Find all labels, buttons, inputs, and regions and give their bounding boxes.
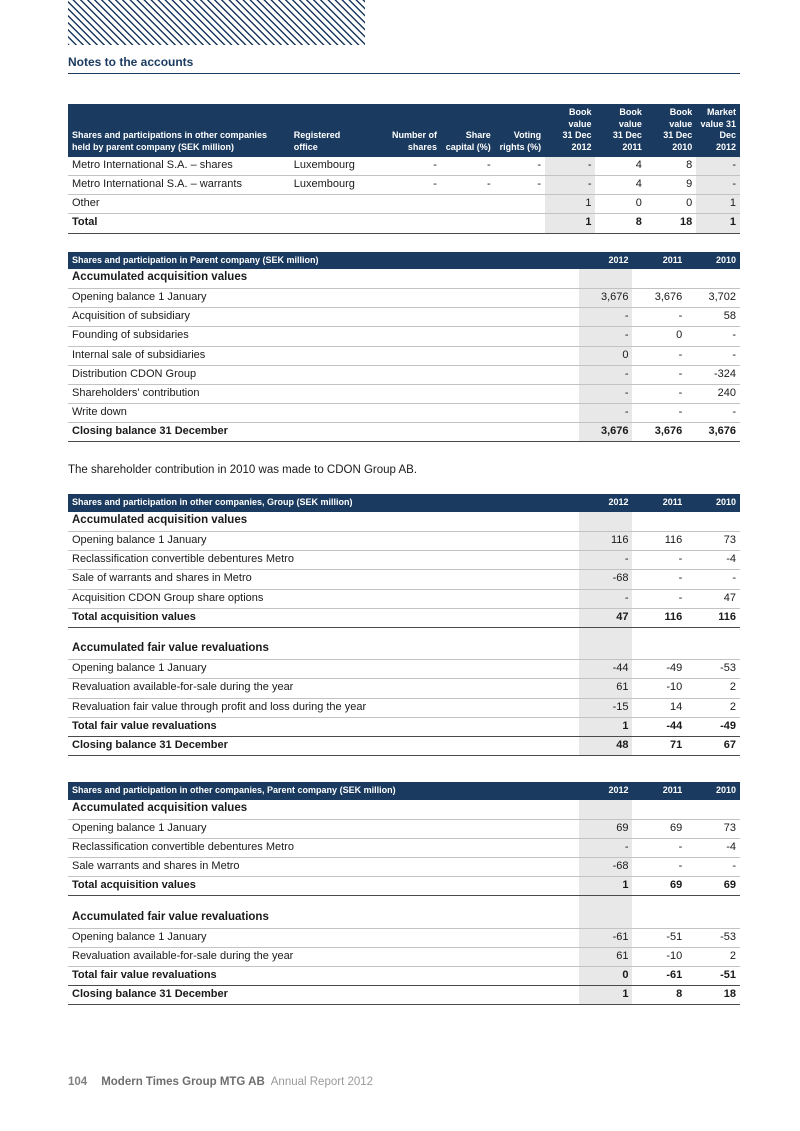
value-cell: 58: [686, 308, 740, 327]
row-label-cell: Opening balance 1 January: [68, 531, 579, 550]
value-cell: -: [632, 404, 686, 423]
value-cell: 9: [646, 175, 696, 194]
value-cell: -324: [686, 365, 740, 384]
value-cell: -10: [632, 947, 686, 966]
value-cell: 2: [686, 698, 740, 717]
value-cell: -68: [579, 570, 633, 589]
table-row: [68, 589, 740, 608]
value-cell: 4: [595, 175, 645, 194]
value-cell: [579, 800, 633, 819]
row-label-cell: Closing balance 31 December: [68, 986, 579, 1005]
value-cell: 69: [579, 819, 633, 838]
value-cell: 3,676: [632, 423, 686, 442]
value-cell: -: [696, 175, 740, 194]
value-cell: 18: [686, 986, 740, 1005]
row-label-cell: Shareholders' contribution: [68, 384, 579, 403]
value-cell: -51: [686, 967, 740, 986]
section-title-block: [68, 55, 740, 74]
section-header-row: [68, 640, 740, 659]
value-cell: -: [579, 384, 633, 403]
value-cell: 240: [686, 384, 740, 403]
row-label-cell: Accumulated acquisition values: [68, 800, 579, 819]
value-cell: -49: [686, 717, 740, 736]
table-row: [68, 327, 740, 346]
row-label-cell: Founding of subsidaries: [68, 327, 579, 346]
value-cell: 73: [686, 819, 740, 838]
footer-company-name: Modern Times Group MTG AB: [101, 1076, 265, 1088]
value-cell: -: [441, 157, 495, 176]
value-cell: Luxembourg: [290, 175, 384, 194]
value-cell: -61: [632, 967, 686, 986]
table-row: [68, 679, 740, 698]
value-cell: 2: [686, 679, 740, 698]
value-cell: -4: [686, 838, 740, 857]
table-row: [68, 551, 740, 570]
value-cell: -: [545, 157, 595, 176]
value-cell: -: [495, 175, 545, 194]
value-cell: [579, 627, 633, 640]
table-row: [68, 947, 740, 966]
value-cell: 3,676: [632, 288, 686, 307]
value-cell: [686, 896, 740, 909]
value-cell: 116: [632, 531, 686, 550]
value-cell: [290, 195, 384, 214]
row-label-cell: Write down: [68, 404, 579, 423]
value-cell: -: [632, 365, 686, 384]
row-label-cell: Closing balance 31 December: [68, 423, 579, 442]
value-cell: 47: [579, 608, 633, 627]
value-cell: 3,676: [686, 423, 740, 442]
value-cell: [686, 800, 740, 819]
row-label-cell: Acquisition of subsidiary: [68, 308, 579, 327]
table-row: [68, 195, 740, 214]
value-cell: -: [696, 157, 740, 176]
row-label-cell: Accumulated fair value revaluations: [68, 909, 579, 928]
column-header: Registered office: [290, 104, 384, 157]
total-row: [68, 877, 740, 896]
column-header: 2010: [686, 782, 740, 800]
table-header-row: [68, 494, 740, 512]
value-cell: -68: [579, 858, 633, 877]
table-row: [68, 819, 740, 838]
row-label-cell: Total: [68, 214, 290, 233]
value-cell: -: [579, 327, 633, 346]
row-label-cell: Internal sale of subsidiaries: [68, 346, 579, 365]
section-header-row: [68, 512, 740, 531]
value-cell: 69: [632, 877, 686, 896]
value-cell: -: [579, 838, 633, 857]
value-cell: -: [579, 404, 633, 423]
row-label-cell: Opening balance 1 January: [68, 660, 579, 679]
value-cell: [632, 512, 686, 531]
value-cell: -: [632, 570, 686, 589]
column-header: 2011: [632, 252, 686, 270]
total-row: [68, 717, 740, 736]
table-row: [68, 308, 740, 327]
row-label-cell: [68, 627, 579, 640]
table-row: [68, 175, 740, 194]
spacer-row: [68, 896, 740, 909]
value-cell: [579, 909, 633, 928]
value-cell: [579, 640, 633, 659]
value-cell: -10: [632, 679, 686, 698]
value-cell: 47: [686, 589, 740, 608]
value-cell: 1: [696, 214, 740, 233]
value-cell: -: [632, 858, 686, 877]
value-cell: -: [632, 346, 686, 365]
value-cell: 0: [579, 346, 633, 365]
shareholder-contribution-note: The shareholder contribution in 2010 was made to CDON Group AB.: [68, 464, 418, 477]
value-cell: [686, 909, 740, 928]
row-label-cell: Closing balance 31 December: [68, 736, 579, 755]
value-cell: -: [686, 346, 740, 365]
value-cell: [579, 512, 633, 531]
value-cell: 0: [595, 195, 645, 214]
value-cell: -15: [579, 698, 633, 717]
column-header: Book value 31 Dec 2010: [646, 104, 696, 157]
value-cell: Luxembourg: [290, 157, 384, 176]
value-cell: -: [579, 308, 633, 327]
value-cell: 8: [646, 157, 696, 176]
table-header-row: [68, 782, 740, 800]
row-label-cell: Revaluation available-for-sale during the year: [68, 679, 579, 698]
table-row: [68, 660, 740, 679]
row-label-cell: Distribution CDON Group: [68, 365, 579, 384]
column-header: Shares and participation in Parent company (SEK million): [68, 252, 579, 270]
value-cell: [384, 214, 441, 233]
total-row: [68, 423, 740, 442]
value-cell: -: [686, 327, 740, 346]
value-cell: [686, 269, 740, 288]
value-cell: 69: [632, 819, 686, 838]
value-cell: 2: [686, 947, 740, 966]
row-label-cell: Reclassification convertible debentures Metro: [68, 551, 579, 570]
value-cell: 67: [686, 736, 740, 755]
row-label-cell: Accumulated acquisition values: [68, 512, 579, 531]
value-cell: [686, 627, 740, 640]
value-cell: -53: [686, 660, 740, 679]
shares-participations-other-companies-table: [68, 104, 740, 234]
value-cell: [579, 269, 633, 288]
section-header-row: [68, 800, 740, 819]
shares-participation-parent-company-table: [68, 252, 740, 443]
value-cell: -: [384, 175, 441, 194]
row-label-cell: Sale warrants and shares in Metro: [68, 858, 579, 877]
table-row: [68, 838, 740, 857]
value-cell: 71: [632, 736, 686, 755]
value-cell: -: [632, 308, 686, 327]
row-label-cell: Total fair value revaluations: [68, 967, 579, 986]
value-cell: -: [632, 551, 686, 570]
table-row: [68, 858, 740, 877]
value-cell: -4: [686, 551, 740, 570]
total-row: [68, 967, 740, 986]
row-label-cell: Accumulated acquisition values: [68, 269, 579, 288]
decorative-hatch-pattern: [68, 0, 365, 45]
value-cell: -: [579, 589, 633, 608]
section-title: Notes to the accounts: [68, 55, 194, 69]
row-label-cell: Opening balance 1 January: [68, 288, 579, 307]
value-cell: 18: [646, 214, 696, 233]
row-label-cell: Acquisition CDON Group share options: [68, 589, 579, 608]
value-cell: -: [686, 404, 740, 423]
row-label-cell: Metro International S.A. – warrants: [68, 175, 290, 194]
value-cell: 14: [632, 698, 686, 717]
value-cell: 8: [632, 986, 686, 1005]
table-row: [68, 365, 740, 384]
row-label-cell: Sale of warrants and shares in Metro: [68, 570, 579, 589]
row-label-cell: Opening balance 1 January: [68, 928, 579, 947]
value-cell: -44: [632, 717, 686, 736]
section-header-row: [68, 909, 740, 928]
row-label-cell: Other: [68, 195, 290, 214]
table-row: [68, 346, 740, 365]
column-header: 2012: [579, 782, 633, 800]
value-cell: 61: [579, 947, 633, 966]
value-cell: -: [579, 365, 633, 384]
value-cell: 61: [579, 679, 633, 698]
value-cell: 69: [686, 877, 740, 896]
row-label-cell: Accumulated fair value revaluations: [68, 640, 579, 659]
table-row: [68, 928, 740, 947]
column-header: 2011: [632, 494, 686, 512]
column-header: 2010: [686, 252, 740, 270]
value-cell: [579, 896, 633, 909]
table-row: [68, 384, 740, 403]
table-header-row: [68, 104, 740, 157]
table-row: [68, 570, 740, 589]
row-label-cell: Total acquisition values: [68, 877, 579, 896]
value-cell: 1: [545, 195, 595, 214]
value-cell: [441, 195, 495, 214]
value-cell: 116: [686, 608, 740, 627]
value-cell: -: [632, 838, 686, 857]
value-cell: 1: [579, 877, 633, 896]
value-cell: -44: [579, 660, 633, 679]
column-header: Shares and participations in other companies held by parent company (SEK million): [68, 104, 290, 157]
value-cell: [632, 640, 686, 659]
page-number: 104: [68, 1076, 88, 1088]
value-cell: -: [632, 589, 686, 608]
value-cell: 1: [696, 195, 740, 214]
value-cell: [686, 512, 740, 531]
table-row: [68, 404, 740, 423]
value-cell: 3,676: [579, 288, 633, 307]
value-cell: 48: [579, 736, 633, 755]
value-cell: [290, 214, 384, 233]
total-row: [68, 736, 740, 755]
value-cell: -: [545, 175, 595, 194]
value-cell: [632, 269, 686, 288]
total-row: [68, 214, 740, 233]
footer-report-title: Annual Report 2012: [270, 1076, 374, 1088]
value-cell: 4: [595, 157, 645, 176]
value-cell: [632, 909, 686, 928]
row-label-cell: Reclassification convertible debentures Metro: [68, 838, 579, 857]
table-row: [68, 531, 740, 550]
value-cell: [686, 640, 740, 659]
spacer-row: [68, 627, 740, 640]
value-cell: 3,676: [579, 423, 633, 442]
table-row: [68, 157, 740, 176]
value-cell: -53: [686, 928, 740, 947]
row-label-cell: [68, 896, 579, 909]
value-cell: [384, 195, 441, 214]
table-header-row: [68, 252, 740, 270]
value-cell: [632, 627, 686, 640]
value-cell: [632, 800, 686, 819]
table-row: [68, 288, 740, 307]
value-cell: -61: [579, 928, 633, 947]
total-row: [68, 986, 740, 1005]
value-cell: -: [686, 858, 740, 877]
value-cell: 0: [646, 195, 696, 214]
value-cell: [495, 195, 545, 214]
column-header: 2010: [686, 494, 740, 512]
row-label-cell: Metro International S.A. – shares: [68, 157, 290, 176]
value-cell: 73: [686, 531, 740, 550]
page-content: [68, 0, 740, 1005]
column-header: Share capital (%): [441, 104, 495, 157]
total-row: [68, 608, 740, 627]
value-cell: 0: [579, 967, 633, 986]
value-cell: 1: [545, 214, 595, 233]
value-cell: 116: [579, 531, 633, 550]
value-cell: -49: [632, 660, 686, 679]
column-header: 2011: [632, 782, 686, 800]
value-cell: [632, 896, 686, 909]
value-cell: 1: [579, 986, 633, 1005]
column-header: 2012: [579, 494, 633, 512]
row-label-cell: Total acquisition values: [68, 608, 579, 627]
column-header: 2012: [579, 252, 633, 270]
value-cell: -51: [632, 928, 686, 947]
value-cell: -: [632, 384, 686, 403]
row-label-cell: Revaluation available-for-sale during the year: [68, 947, 579, 966]
column-header: Shares and participation in other companies, Group (SEK million): [68, 494, 579, 512]
page-footer: [68, 1076, 740, 1088]
column-header: Market value 31 Dec 2012: [696, 104, 740, 157]
value-cell: -: [686, 570, 740, 589]
value-cell: -: [495, 157, 545, 176]
value-cell: -: [384, 157, 441, 176]
column-header: Number of shares: [384, 104, 441, 157]
value-cell: [495, 214, 545, 233]
row-label-cell: Revaluation fair value through profit and loss during the year: [68, 698, 579, 717]
value-cell: 0: [632, 327, 686, 346]
row-label-cell: Total fair value revaluations: [68, 717, 579, 736]
column-header: Shares and participation in other companies, Parent company (SEK million): [68, 782, 579, 800]
value-cell: 3,702: [686, 288, 740, 307]
shares-participation-other-companies-group-table: [68, 494, 740, 756]
column-header: Book value 31 Dec 2012: [545, 104, 595, 157]
value-cell: 116: [632, 608, 686, 627]
table-row: [68, 698, 740, 717]
shares-participation-other-companies-parent-table: [68, 782, 740, 1005]
row-label-cell: Opening balance 1 January: [68, 819, 579, 838]
column-header: Book value 31 Dec 2011: [595, 104, 645, 157]
value-cell: -: [579, 551, 633, 570]
value-cell: -: [441, 175, 495, 194]
value-cell: 1: [579, 717, 633, 736]
section-header-row: [68, 269, 740, 288]
column-header: Voting rights (%): [495, 104, 545, 157]
value-cell: 8: [595, 214, 645, 233]
value-cell: [441, 214, 495, 233]
